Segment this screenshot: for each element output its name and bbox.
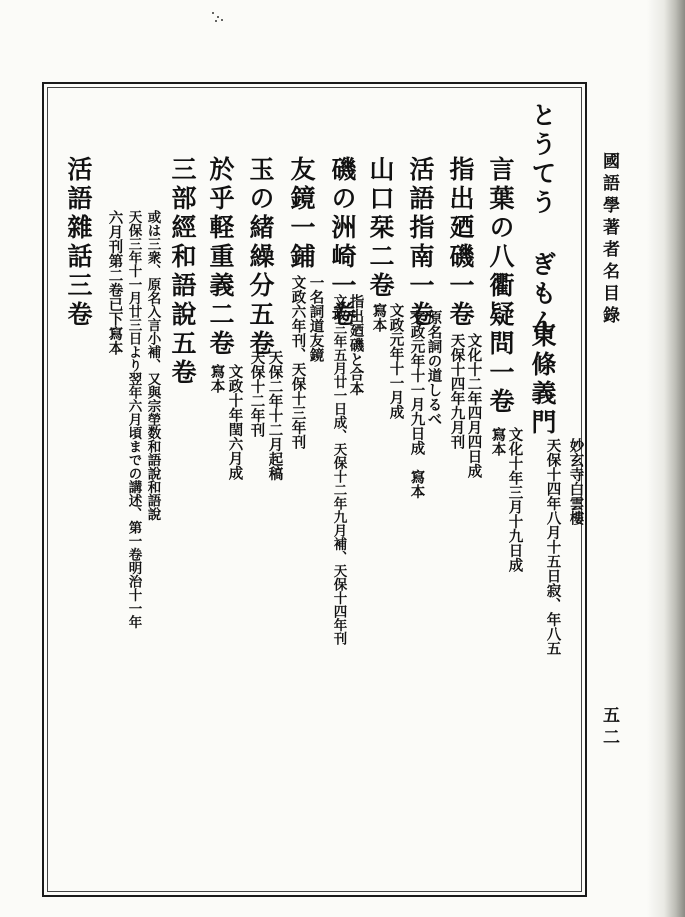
entry-title: 磯の洲崎一卷	[328, 156, 357, 330]
author-name: 東條義門	[528, 322, 557, 438]
page-edge-shadow	[647, 0, 685, 917]
entry-note: 寫本	[208, 364, 226, 393]
entry-note: 或は三衆、原名入言小補、又與宗塋数和語說和語說	[144, 210, 161, 521]
entry-note: 原名詞の道しるべ	[425, 310, 443, 426]
entry-title: 三部經和語說五卷	[168, 156, 197, 388]
entry-title: 活語雜話三卷	[64, 156, 93, 330]
page-number: 五二	[599, 706, 619, 750]
entry-note: 六月刊第二卷已下寫本	[106, 210, 124, 355]
entry-note: 文政元年十一月成	[387, 303, 405, 419]
entry-note: 文政十年閏六月成	[226, 364, 244, 480]
entry-note: 天保二年十二月起稿	[266, 350, 284, 481]
entry-title: 活語指南一卷	[406, 156, 435, 330]
entry-title: 指出廼磯一卷	[446, 156, 475, 330]
entry-title: 玉の緒繰分五卷	[246, 156, 275, 359]
entry-title: 友鏡一鋪	[287, 156, 316, 272]
entry-note: 寫本	[489, 427, 507, 456]
ink-speck	[212, 12, 226, 22]
entry-note: 天保十四年八月十五日寂、年八五	[544, 438, 562, 656]
entry-note: 一名詞道友鏡	[307, 275, 325, 362]
entry-title: 言葉の八衢疑問一卷	[486, 156, 515, 417]
entry-note: 文政元年十一月九日成 寫本	[408, 310, 426, 499]
entry-title: 山口栞二卷	[366, 156, 395, 301]
entry-note: 寫本	[370, 303, 388, 332]
entry-note: 文政六年刊、天保十三年刊	[289, 275, 307, 449]
entry-title: とうてう ぎもん	[528, 102, 557, 338]
running-head: 國語學著者名目錄	[599, 152, 619, 328]
entry-note: 妙玄寺白雲樓	[567, 438, 585, 525]
entry-note: 文化十年三月十九日成	[506, 427, 524, 572]
entry-note: 天保十四年九月刊	[448, 333, 466, 449]
entry-note: 天保十二年刊	[248, 350, 266, 437]
entry-note: 指出廼磯と合本	[347, 294, 365, 396]
entry-note: 文政三年五月廿一日成、天保十二年九月補、天保十四年刊	[330, 294, 347, 645]
entry-title: 於乎軽重義二卷	[206, 156, 235, 359]
entry-note: 天保三年十一月廿三日より翌年六月頃までの講述、第一卷明治十一年	[125, 210, 142, 629]
entry-note: 文化十二年四月四日成	[465, 333, 483, 478]
